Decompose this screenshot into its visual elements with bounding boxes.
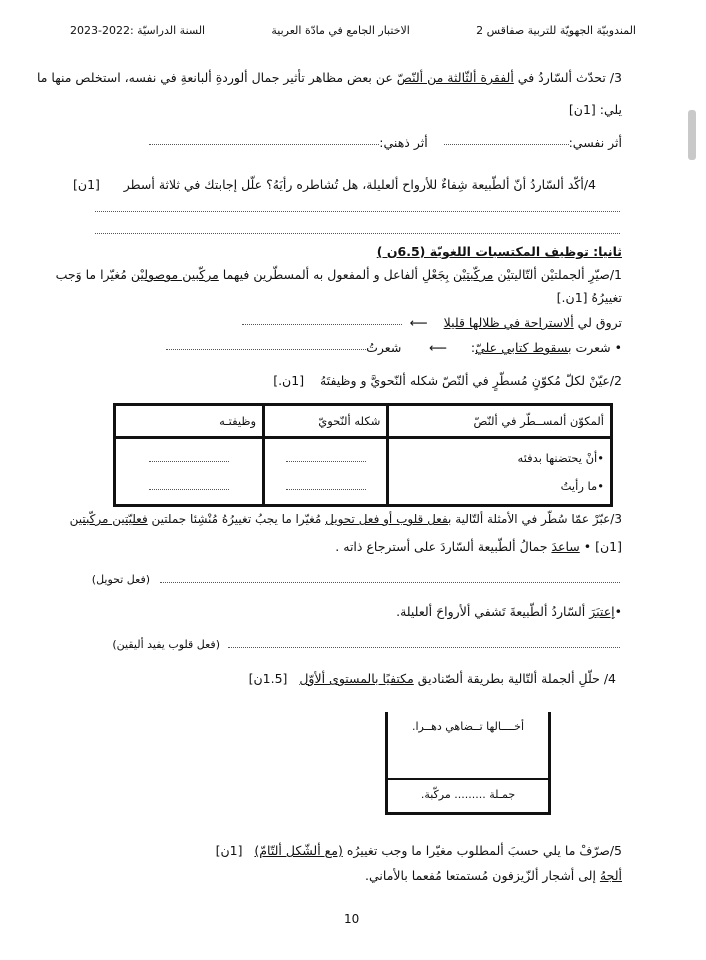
s4-question: 4/ حلّلِ ألجملة ألتّالية بطريقة ألصّناديق مكتفيًا بالمستوى ألأوّل [1.5ن] bbox=[248, 671, 616, 686]
table-header: وظيفتـه bbox=[115, 405, 264, 438]
section-title: ثانيا: توظيف المكتسبات اللغويّة (6.5ن ) bbox=[376, 244, 622, 259]
s1-example2: • شعرت بسقوط كتابي عليّ: ⟵ شعرتُ bbox=[166, 340, 622, 355]
table-answer-cell[interactable] bbox=[264, 438, 388, 506]
table-header: ألمكوّن ألمســطّر في ألنّصّ bbox=[388, 405, 612, 438]
answer-line bbox=[228, 646, 620, 648]
header-left: السنة الدراسيّة :2022-2023 bbox=[70, 24, 206, 37]
q4-mark: [1ن] bbox=[73, 177, 100, 192]
s5-sentence: ألجهُ إلى أشجار ألزّيزفون مُستمتعا مُفعما بالأماني. bbox=[365, 868, 622, 883]
table-row-labels: •أنْ يحتضنها بدفئه •ما رأيتُ bbox=[388, 438, 612, 506]
s3-example2: •إعتبَرَ ألسّاردُ ألطّبيعةَ تَشفي ألأرواحَ ألعليلة. bbox=[396, 604, 622, 619]
header-center: الاختبار الجامع في مادّة العربية bbox=[271, 24, 410, 37]
q3-line1: 3/ تحدّث ألسّاردُ في ألفقرة ألثّالثة من ألنّصّ عن بعض مظاهر تأثير جمال ألوردةِ ألبانعةِ في نفسه، استخلص منها ما bbox=[36, 70, 622, 85]
s2-table bbox=[113, 403, 613, 507]
analysis-box bbox=[385, 712, 551, 815]
s2-question: 2/عيّنْ لكلّ مُكوّنٍ مُسطّرٍ في ألنّصّ شكله ألنّحويَّ و وظيفتَهُ [1ن.] bbox=[273, 373, 622, 388]
table-answer-cell[interactable] bbox=[115, 438, 264, 506]
hint-transform: (فعل تحويل) bbox=[91, 573, 150, 586]
answer-line bbox=[95, 232, 620, 234]
scrollbar[interactable] bbox=[688, 110, 696, 160]
box-sentence: أخــــالها تــضاهي دهــرا. bbox=[412, 720, 524, 733]
header-right: المندوبيّة الجهويّة للتربية صفاقس 2 bbox=[476, 24, 636, 37]
header bbox=[70, 24, 636, 37]
page-number: 10 bbox=[344, 912, 360, 926]
box-result: جمـلة ......... مركّبة. bbox=[420, 788, 516, 801]
s3-question: 3/عبّرْ عمّا سُطّر في الأمثلة ألتّالية بفعل قلوب أو فعل تحويل مُغيّرا ما يجبُ تغييرُهُ مُنْشِئا جملتين فعليّتين مركّبتين bbox=[69, 512, 622, 526]
s5-question: 5/صرّفْ ما يلي حسبَ ألمطلوب مغيّرا ما وجب تغييرُه (مع ألشّكل ألتّامّ) [1ن] bbox=[215, 843, 622, 858]
s1-example1: تروق لي ألاستراحة في ظلالها قليلا ⟵ bbox=[242, 315, 622, 330]
s1-line1: 1/صيّرِ ألجملتيْن ألتّاليتيْن مركّبتيْن بِجَعْلِ ألفاعل و ألمفعول به ألمسطّرين فيهما مركّبين موصوليْن مُغيّرا ما وَجب bbox=[55, 267, 622, 282]
q4-question: 4/أكّد ألسّاردُ أنّ ألطّبيعة شِفاءٌ للأرواح ألعليلة، هل تُشاطره رأيَهُ؟ علّل إجابتك في ثلاثة أسطر [1ن] bbox=[73, 177, 596, 192]
hint-heart: (فعل قلوب يفيد أليقين) bbox=[112, 638, 220, 651]
q3-line2: يلي: [1ن] bbox=[568, 102, 622, 117]
q3-answer-line: أثر نفسي: أثر ذهني: bbox=[149, 135, 622, 150]
s3-example1: [1ن] • ساعدَ جمالُ ألطّبيعة ألسّاردَ على أسترجاع ذاته . bbox=[335, 539, 622, 554]
answer-line bbox=[160, 581, 620, 583]
s1-line2: تغييرُهُ [1ن.] bbox=[556, 290, 622, 305]
table-header: شكله ألنّحويّ bbox=[264, 405, 388, 438]
answer-line bbox=[95, 210, 620, 212]
